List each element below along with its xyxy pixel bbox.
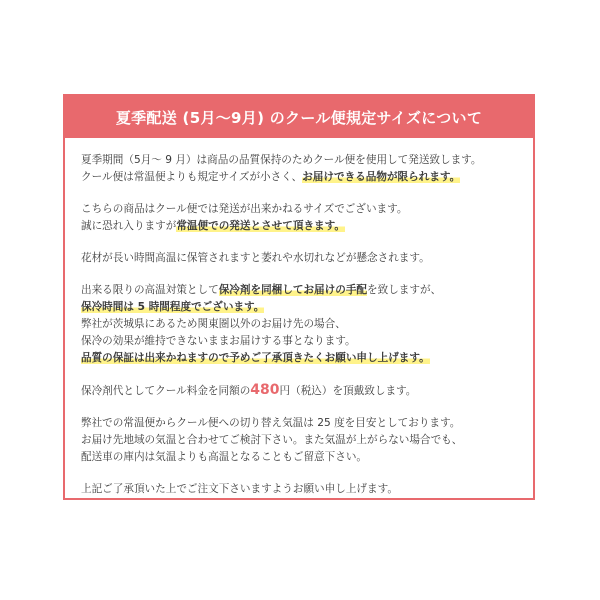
text-line: [81, 299, 519, 316]
highlighted-text: 品質の保証は出来かねますので予めご了承頂きたくお願い申し上げます。: [81, 352, 430, 364]
notice-body: [65, 138, 533, 498]
text-line: [81, 282, 519, 299]
text-line: こちらの商品はクール便では発送が出来かねるサイズでございます。: [81, 203, 408, 215]
text-segment: を致しますが、: [367, 284, 442, 296]
text-line: 配送車の庫内は気温よりも高温となることもご留意下さい。: [81, 451, 368, 463]
text-segment: 円（税込）を頂戴致します。: [279, 385, 417, 397]
notice-title: 夏季配送 (5月〜9月) のクール便規定サイズについて: [65, 96, 533, 138]
cool-fee-price: 480: [250, 382, 280, 398]
text-segment: 出来る限りの高温対策として: [81, 284, 219, 296]
text-line: 花材が長い時間高温に保管されますと萎れや水切れなどが懸念されます。: [81, 252, 430, 264]
text-line: お届け先地域の気温と合わせてご検討下さい。また気温が上がらない場合でも、: [81, 434, 463, 446]
text-line: [81, 382, 519, 400]
text-segment: 誠に恐れ入りますが: [81, 220, 177, 232]
text-line: 保冷の効果が維持できないままお届けする事となります。: [81, 335, 356, 347]
paragraph-flower-concern: [81, 250, 519, 267]
highlighted-text: お届けできる品物が限られます。: [302, 171, 461, 183]
text-segment: クール便は常温便よりも規定サイズが小さく、: [81, 171, 303, 183]
text-line: 上記ご了承頂いた上でご注文下さいますようお願い申し上げます。: [81, 483, 398, 495]
paragraph-cool-delivery: [81, 152, 519, 186]
text-line: [81, 350, 519, 367]
highlighted-text: 常温便での発送とさせて頂きます。: [176, 220, 345, 232]
text-line: 弊社での常温便からクール便への切り替え気温は 25 度を目安としております。: [81, 417, 461, 429]
paragraph-size-restriction: [81, 201, 519, 235]
highlighted-text: 保冷時間は 5 時間程度でございます。: [81, 301, 265, 313]
paragraph-cooling-measures: [81, 282, 519, 367]
text-line: 夏季期間（5月〜 9 月）は商品の品質保持のためクール便を使用して発送致します。: [81, 154, 482, 166]
summer-shipping-notice: [63, 94, 535, 500]
highlighted-text: 保冷剤を同梱してお届けの手配: [218, 284, 368, 296]
text-line: 弊社が茨城県にあるため関東圏以外のお届け先の場合、: [81, 318, 346, 330]
text-segment: 保冷剤代としてクール料金を同額の: [81, 385, 251, 397]
text-line: [81, 218, 519, 235]
paragraph-closing: [81, 481, 519, 498]
paragraph-cool-fee: [81, 382, 519, 400]
paragraph-temperature-threshold: [81, 415, 519, 466]
text-line: [81, 169, 519, 186]
